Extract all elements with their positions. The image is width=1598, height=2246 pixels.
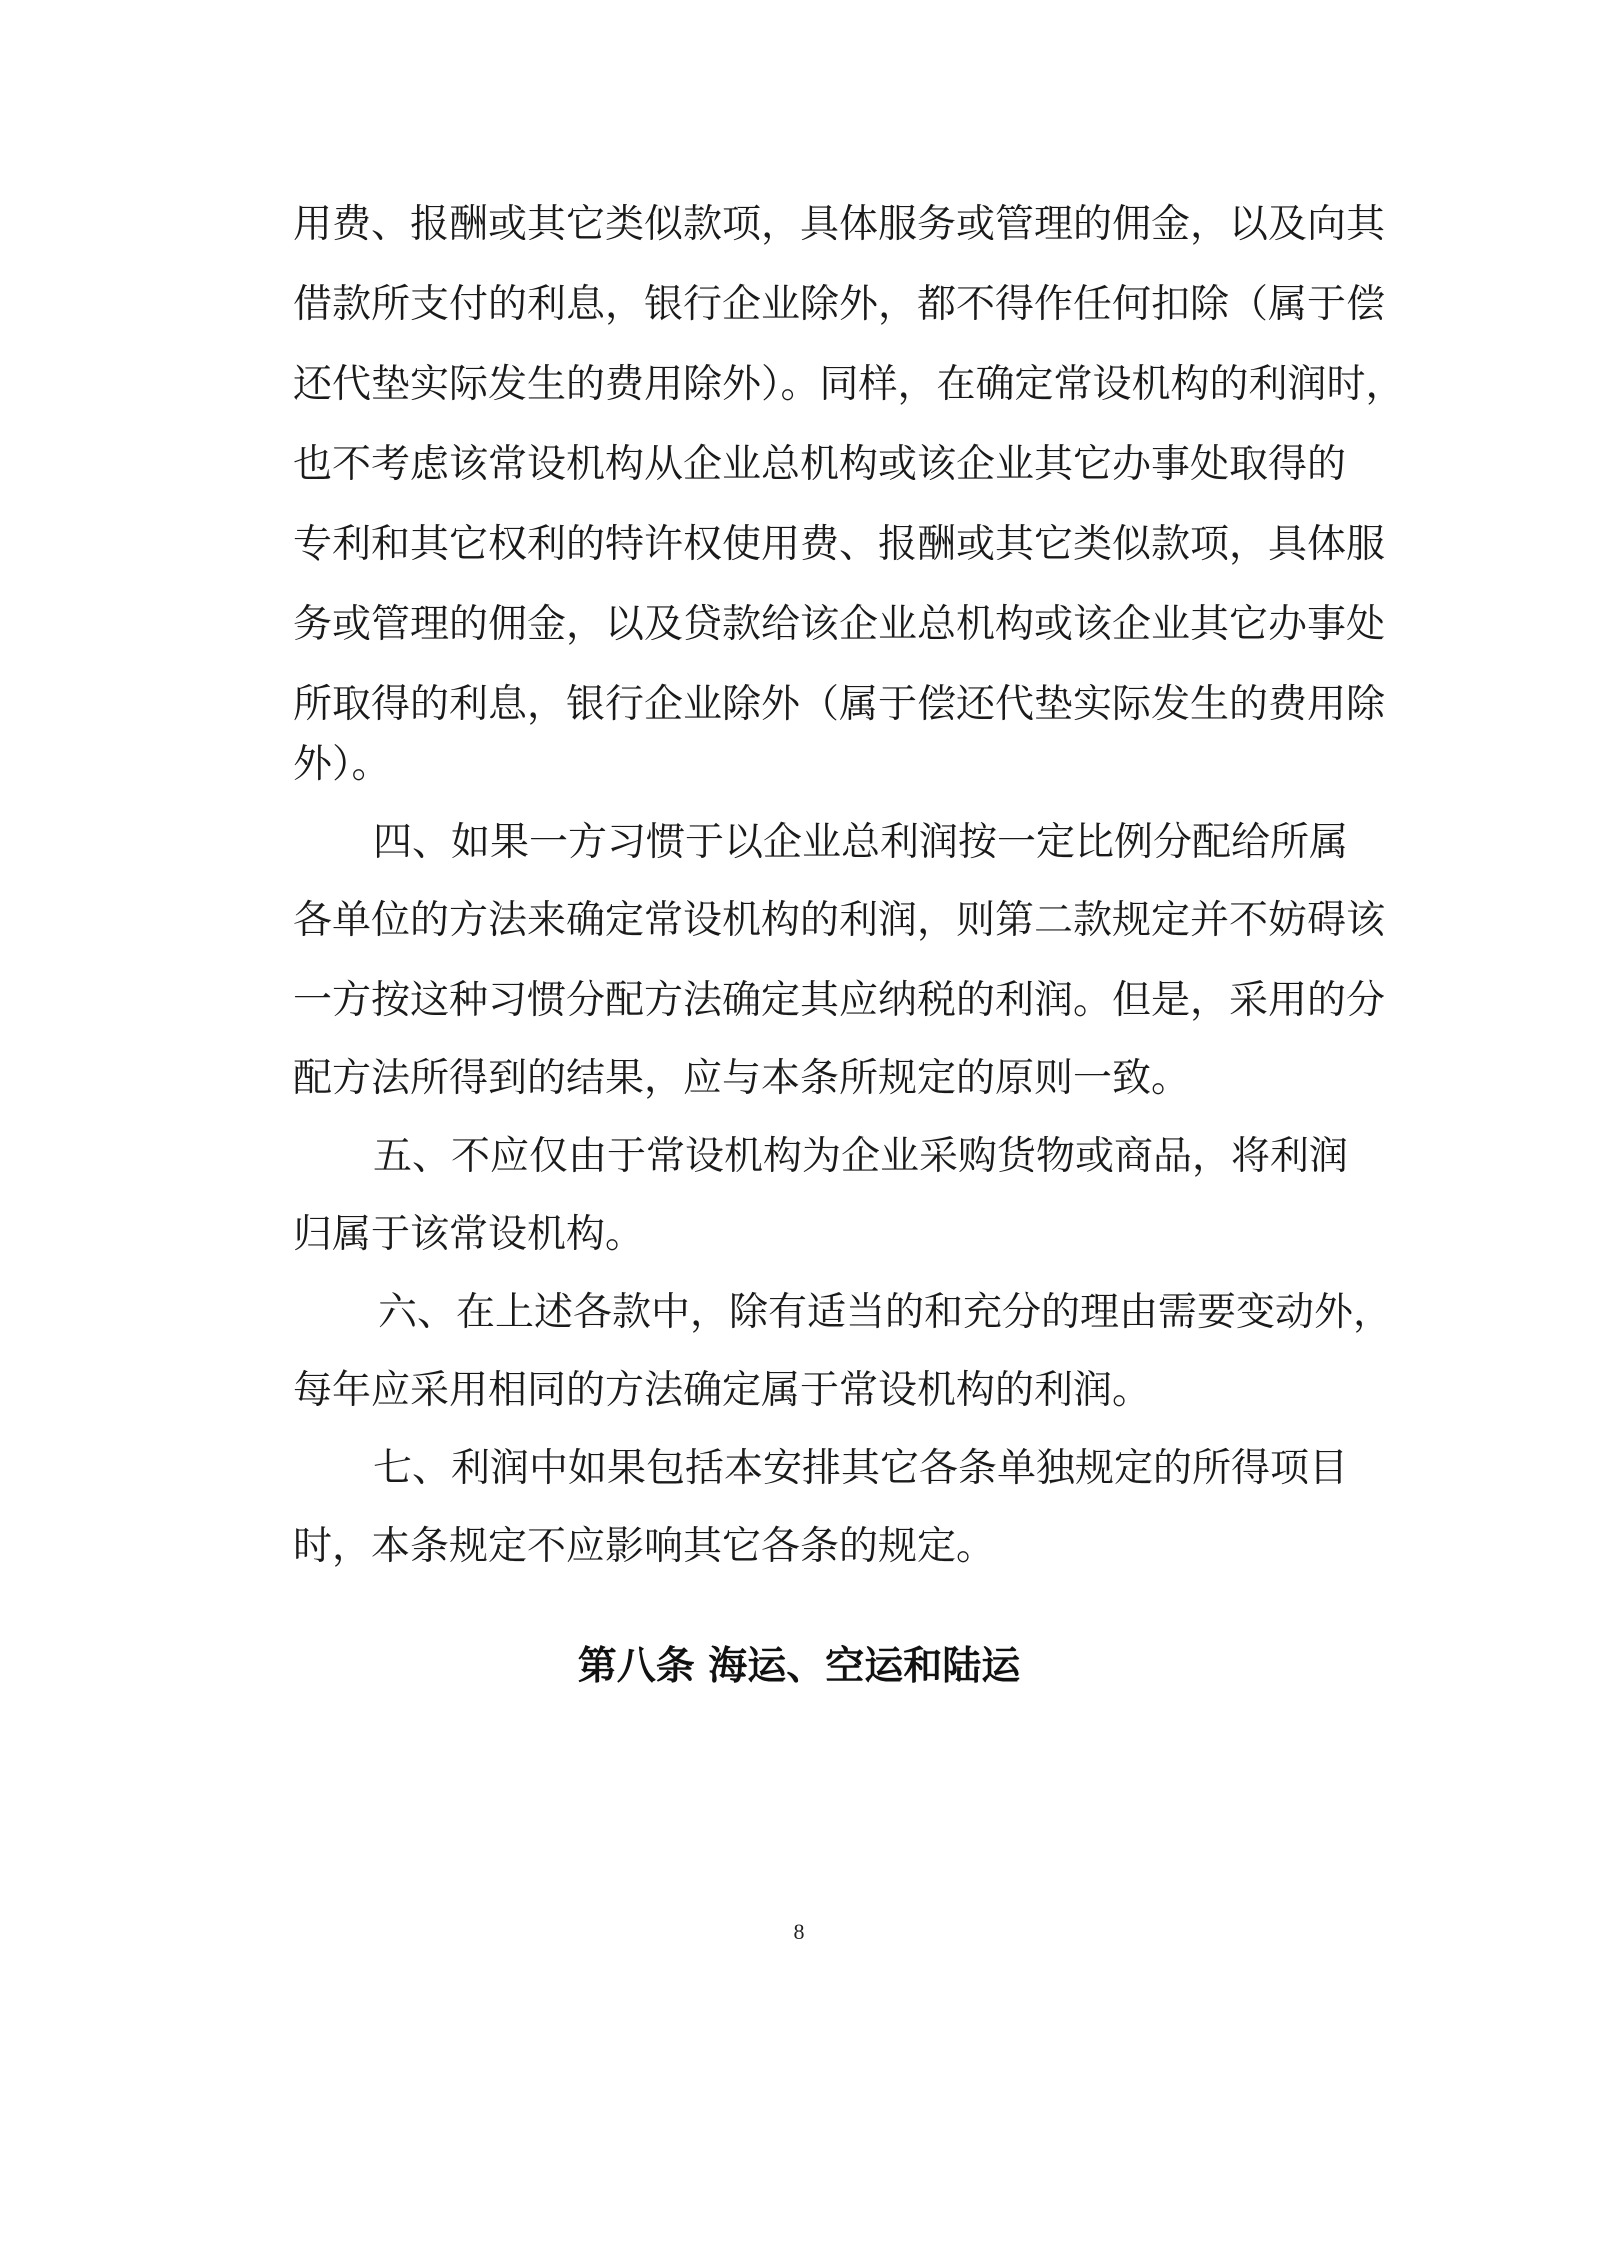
- paragraph-7-line-2: 时，本条规定不应影响其它各条的规定。: [293, 1524, 996, 1569]
- paragraph-6-line-1: 六、在上述各款中，除有适当的和充分的理由需要变动外，: [378, 1290, 1393, 1335]
- body-line-3: 还代垫实际发生的费用除外）。同样，在确定常设机构的利润时，: [293, 362, 1405, 407]
- paragraph-4-line-3: 一方按这种习惯分配方法确定其应纳税的利润。但是，采用的分: [293, 978, 1386, 1023]
- body-line-7: 所取得的利息，银行企业除外（属于偿还代垫实际发生的费用除: [293, 682, 1386, 727]
- body-line-1: 用费、报酬或其它类似款项，具体服务或管理的佣金，以及向其: [293, 202, 1386, 247]
- page-number: 8: [793, 1919, 805, 1944]
- paragraph-7-line-1: 七、利润中如果包括本安排其它各条单独规定的所得项目: [373, 1446, 1349, 1491]
- paragraph-5-line-2: 归属于该常设机构。: [293, 1212, 645, 1257]
- paragraph-4-line-4: 配方法所得到的结果，应与本条所规定的原则一致。: [293, 1056, 1191, 1101]
- paragraph-4-line-2: 各单位的方法来确定常设机构的利润，则第二款规定并不妨碍该: [293, 898, 1386, 943]
- body-line-2: 借款所支付的利息，银行企业除外，都不得作任何扣除（属于偿: [293, 282, 1386, 327]
- body-line-4: 也不考虑该常设机构从企业总机构或该企业其它办事处取得的: [293, 442, 1347, 487]
- body-line-5: 专利和其它权利的特许权使用费、报酬或其它类似款项，具体服: [293, 522, 1386, 567]
- body-line-6: 务或管理的佣金，以及贷款给该企业总机构或该企业其它办事处: [293, 602, 1386, 647]
- paragraph-4-line-1: 四、如果一方习惯于以企业总利润按一定比例分配给所属: [373, 820, 1349, 865]
- paragraph-6-line-2: 每年应采用相同的方法确定属于常设机构的利润。: [293, 1368, 1152, 1413]
- body-line-8: 外）。: [293, 742, 391, 787]
- paragraph-5-line-1: 五、不应仅由于常设机构为企业采购货物或商品，将利润: [373, 1134, 1349, 1179]
- article-heading: 第八条 海运、空运和陆运: [577, 1644, 1021, 1689]
